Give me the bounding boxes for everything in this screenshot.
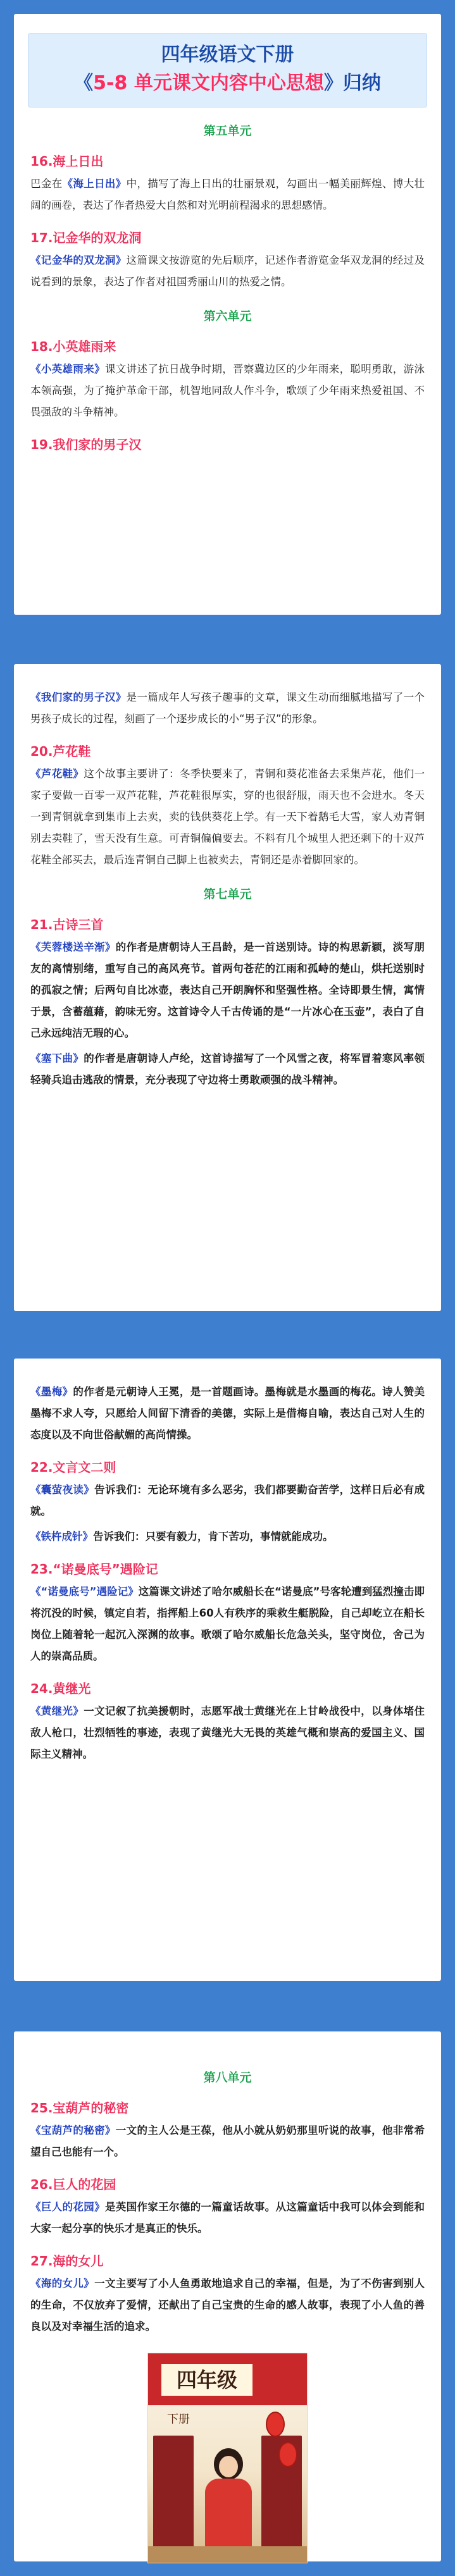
lesson-title-21: 21.古诗三首: [30, 917, 104, 932]
unit-heading-5: 第五单元: [203, 124, 252, 138]
unit-heading-8: 第八单元: [203, 2071, 252, 2085]
lesson-summary-19: 《我们家的男子汉》是一篇成年人写孩子趣事的文章，课文生动而细腻地描写了一个男孩子成长的过程，刻画了一个逐步成长的小“男子汉”的形象。: [30, 691, 425, 725]
content-card-2: [14, 664, 441, 1311]
page-title: 四年级语文下册: [161, 44, 294, 66]
cover-ground: [148, 2546, 307, 2563]
lesson-title-25: 25.宝葫芦的秘密: [30, 2100, 129, 2116]
cover-grade-label: 四年级: [159, 2362, 254, 2398]
cover-term-label: 下册: [167, 2413, 190, 2426]
cover-girl-face: [219, 2456, 238, 2477]
content-card-4: [14, 2031, 441, 2561]
lesson-summary-24: 《黄继光》一文记叙了抗美援朝时，志愿军战士黄继光在上甘岭战役中，以身体堵住敌人枪口，壮烈牺牲的事迹，表现了黄继光大无畏的英雄气概和崇高的爱国主义、国际主义精神。: [30, 1705, 425, 1760]
lesson-title-22: 22.文言文二则: [30, 1460, 116, 1475]
unit-heading-7: 第七单元: [203, 887, 252, 901]
lesson-summary-18: 《小英雄雨来》课文讲述了抗日战争时期，晋察冀边区的少年雨来，聪明勇敢，游泳本领高强，为了掩护革命干部，机智地同敌人作斗争，歌颂了少年雨来热爱祖国、不畏强敌的斗争精神。: [30, 363, 425, 418]
lantern-icon: [266, 2412, 285, 2437]
cover-girl-body: [205, 2479, 252, 2548]
lesson-title-20: 20.芦花鞋: [30, 744, 91, 759]
page-subtitle: 《5-8 单元课文内容中心思想》归纳: [74, 72, 381, 94]
lesson-title-23: 23.“诺曼底号”遇险记: [30, 1562, 158, 1577]
lesson-title-16: 16.海上日出: [30, 154, 104, 169]
content-card-3: [14, 1359, 441, 1981]
lesson-title-24: 24.黄继光: [30, 1681, 91, 1696]
lesson-summary-25: 《宝葫芦的秘密》一文的主人公是王葆，他从小就从奶奶那里听说的故事，他非常希望自己也能有一个。: [30, 2124, 425, 2158]
lesson-summary-26: 《巨人的花园》是英国作家王尔德的一篇童话故事。从这篇童话中我可以体会到能和大家一起分享的快乐才是真正的快乐。: [30, 2201, 425, 2234]
lesson-title-19: 19.我们家的男子汉: [30, 437, 142, 452]
subtitle-highlight: 5-8 单元课文内容中心思想: [93, 72, 324, 94]
lesson-summary-21-poem-1: 《芙蓉楼送辛渐》的作者是唐朝诗人王昌龄，是一首送别诗。诗的构思新颖，淡写朋友的离情别绪，重写自己的高风亮节。首两句苍茫的江雨和孤峙的楚山，烘托送别时的孤寂之情；后两句自比冰壶，表达自己开朗胸怀和坚强性格。全诗即景生情，寓情于景，含蓄蕴藉，韵味无穷。这首诗令人千古传诵的是“一片冰心在玉壶”，表白了自己永远纯洁无瑕的心。: [30, 941, 425, 1039]
lesson-summary-17: 《记金华的双龙洞》这篇课文按游览的先后顺序，记述作者游览金华双龙洞的经过及说看到的景象，表达了作者对祖国秀丽山川的热爱之情。: [30, 254, 425, 288]
cover-left-door: [153, 2436, 194, 2556]
lesson-title-27: 27.海的女儿: [30, 2253, 104, 2269]
textbook-cover-image: [147, 2353, 308, 2563]
lesson-summary-22-text-2: 《铁杵成针》告诉我们：只要有毅力，肯下苦功，事情就能成功。: [30, 1531, 333, 1543]
lesson-summary-20: 《芦花鞋》这个故事主要讲了：冬季快要来了，青铜和葵花准备去采集芦花，他们一家子要做一百零一双芦花鞋，芦花鞋很厚实，穿的也很舒服，雨天也不会进水。冬天一到青铜就拿到集市上去卖，卖的钱供葵花上学。有一天下着鹅毛大雪，家人劝青铜别去卖鞋了，雪天没有生意。可青铜偏偏要去。不料有几个城里人把还剩下的十双芦花鞋全部买去，最后连青铜自己脚上也被卖去，青铜还是赤着脚回家的。: [30, 768, 425, 866]
lesson-summary-27: 《海的女儿》一文主要写了小人鱼勇敢地追求自己的幸福，但是，为了不伤害到别人的生命，不仅放弃了爱情，还献出了自己宝贵的生命的感人故事，表现了小人鱼的善良以及对幸福生活的追求。: [30, 2277, 425, 2333]
unit-heading-6: 第六单元: [203, 309, 252, 323]
lesson-summary-23: 《“诺曼底号”遇险记》这篇课文讲述了哈尔威船长在“诺曼底”号客轮遭到猛烈撞击即将沉没的时候，镇定自若，指挥船上60人有秩序的乘救生艇脱险，自己却屹立在船长岗位上随着轮一起沉入深渊的故事。歌颂了哈尔威船长危急关头，坚守岗位，舍己为人的崇高品质。: [30, 1586, 425, 1662]
lesson-summary-21-poem-2: 《塞下曲》的作者是唐朝诗人卢纶，这首诗描写了一个风雪之夜，将军冒着寒风率领轻骑兵追击逃敌的情景，充分表现了守边将士勇敢顽强的战斗精神。: [30, 1052, 425, 1086]
lantern-icon: [278, 2442, 297, 2467]
lesson-summary-22-text-1: 《囊萤夜读》告诉我们：无论环境有多么恶劣，我们都要勤奋苦学，这样日后必有成就。: [30, 1484, 425, 1517]
lesson-summary-21-poem-3: 《墨梅》的作者是元朝诗人王冕，是一首题画诗。墨梅就是水墨画的梅花。诗人赞美墨梅不求人夸，只愿给人间留下清香的美德，实际上是借梅自喻，表达自己对人生的态度以及不向世俗献媚的高尚情操。: [30, 1386, 425, 1441]
lesson-title-17: 17.记金华的双龙洞: [30, 230, 142, 245]
lesson-title-18: 18.小英雄雨来: [30, 339, 116, 354]
lesson-title-26: 26.巨人的花园: [30, 2177, 116, 2192]
title-banner: [28, 33, 427, 108]
content-card-1: [14, 14, 441, 615]
lesson-summary-16: 巴金在《海上日出》中，描写了海上日出的壮丽景观，勾画出一幅美丽辉煌、博大壮阔的画卷，表达了作者热爱大自然和对光明前程渴求的思想感情。: [30, 178, 425, 211]
